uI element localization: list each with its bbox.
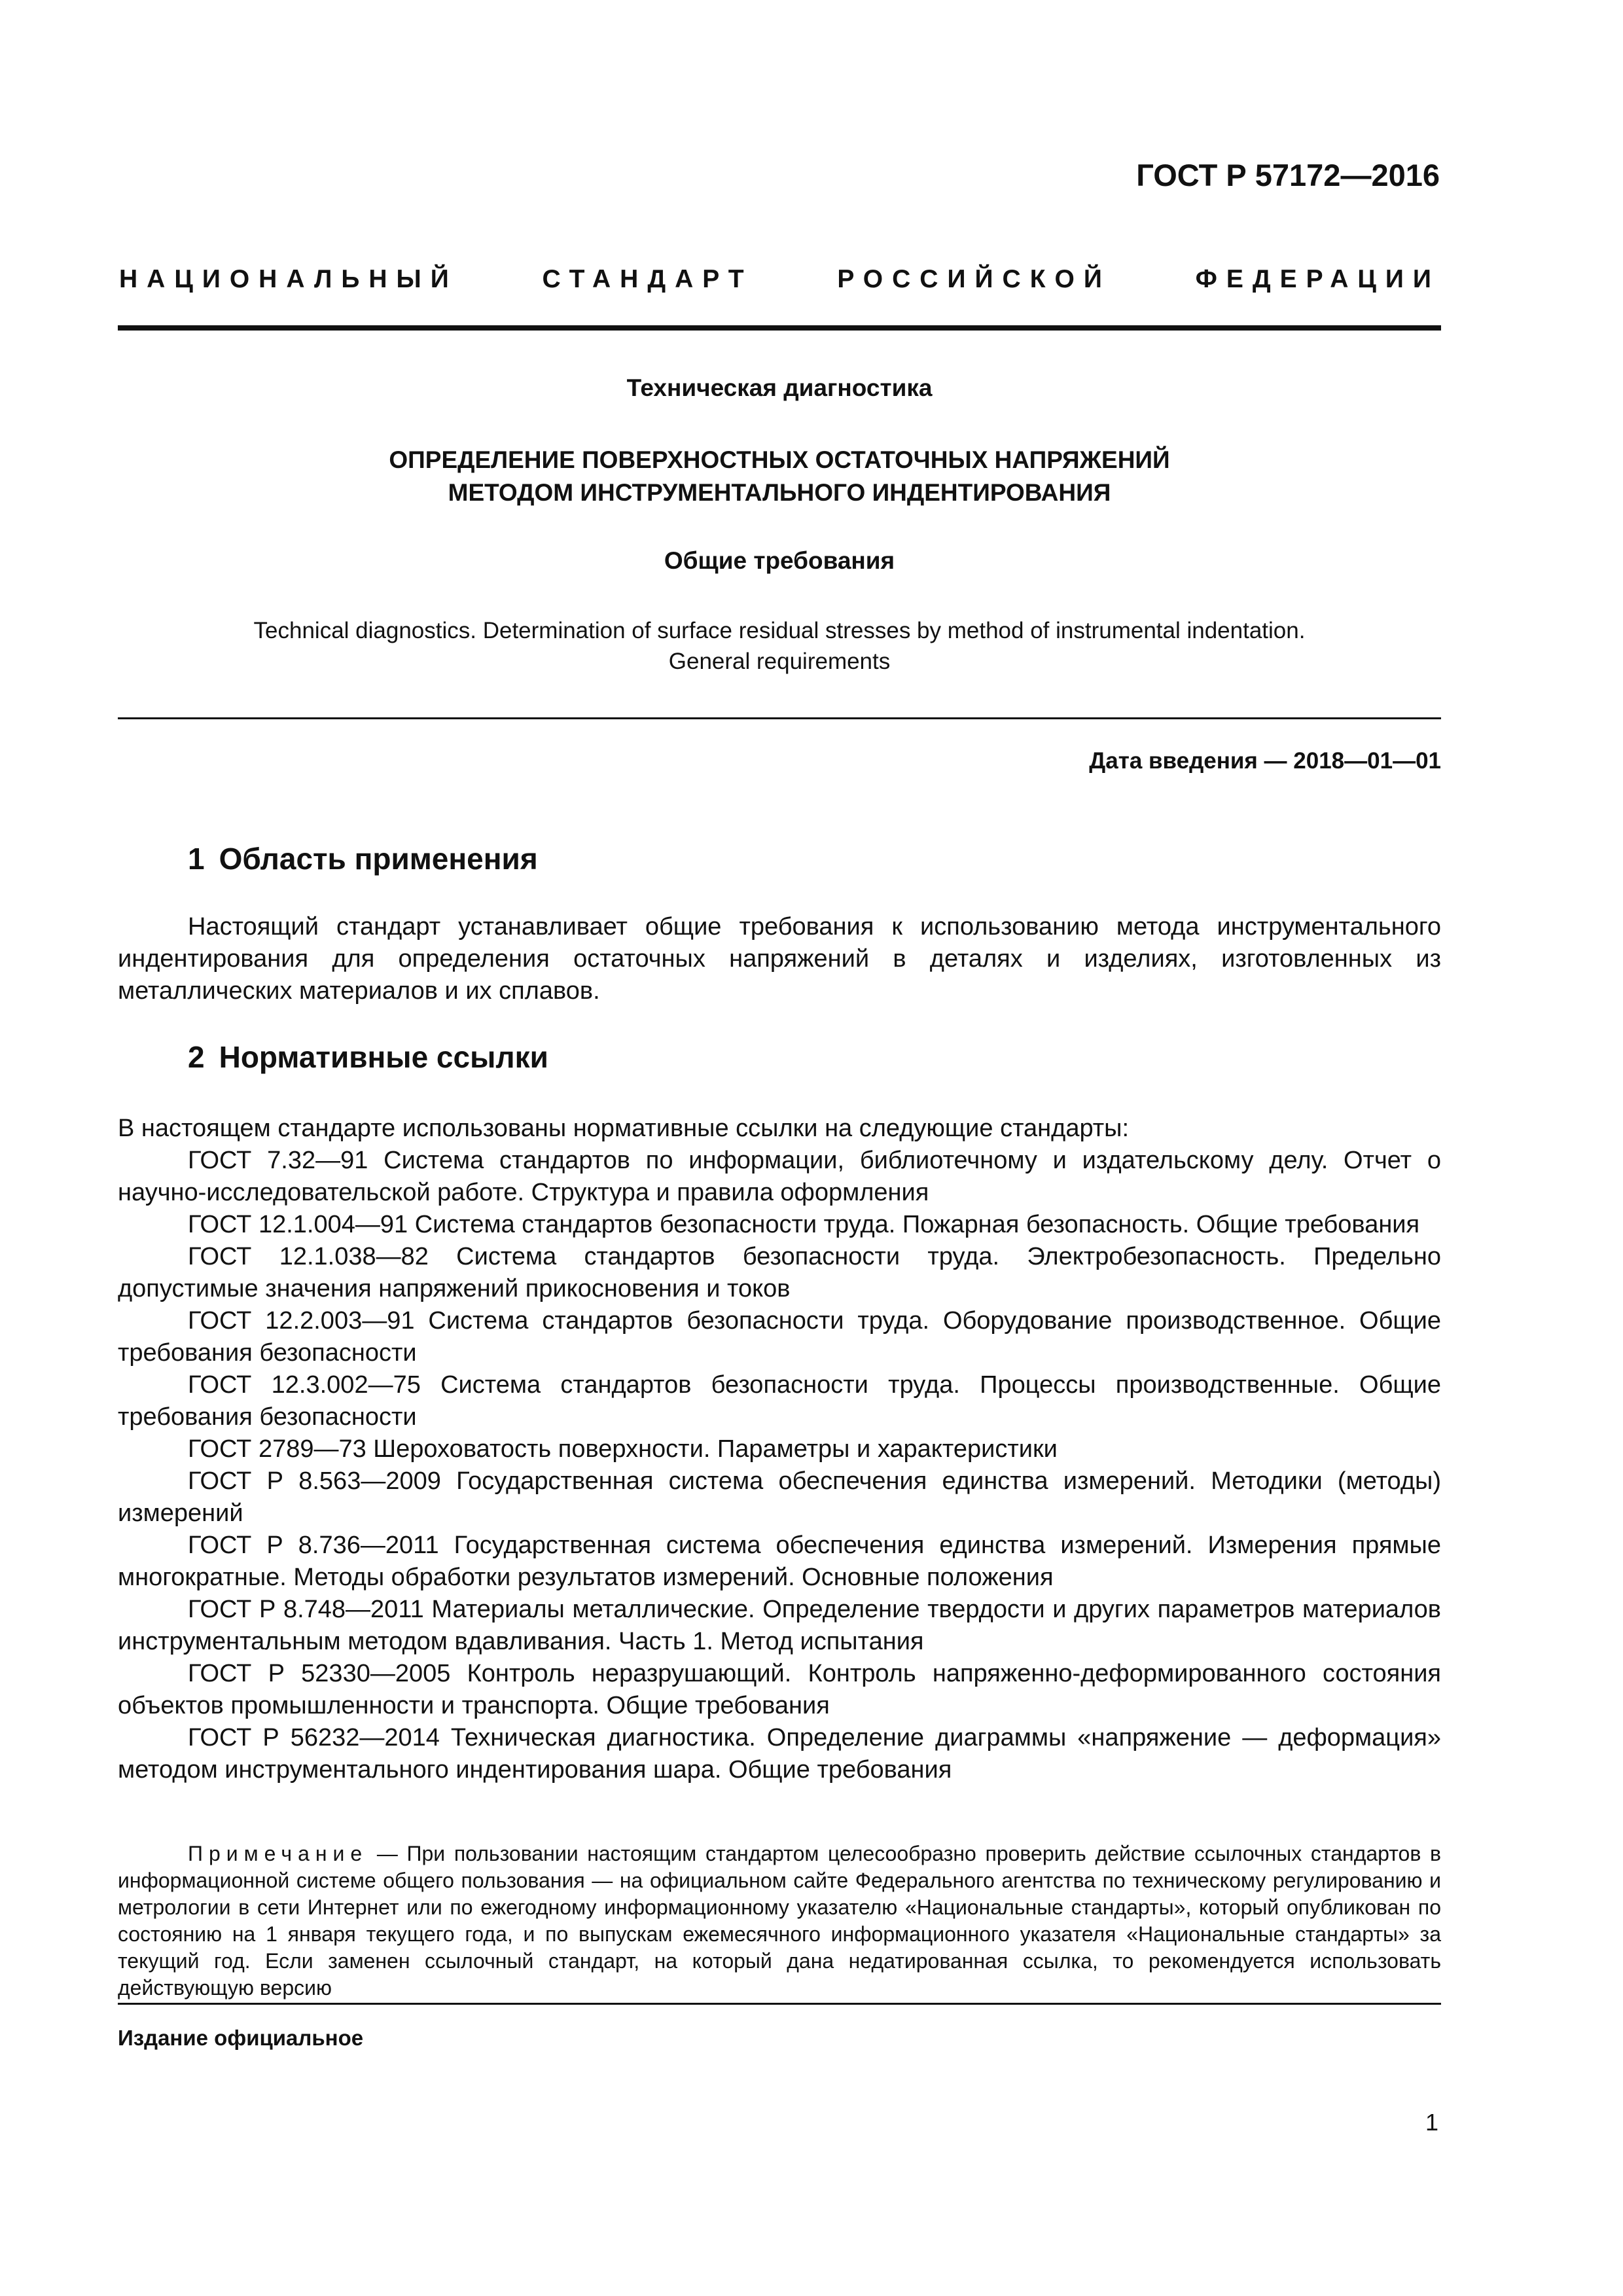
- banner-word-russian: РОССИЙСКОЙ: [837, 265, 1111, 293]
- national-standard-banner: [119, 265, 1440, 294]
- document-title: [118, 444, 1441, 509]
- banner-word-standard: СТАНДАРТ: [542, 265, 753, 293]
- reference-item: ГОСТ 12.2.003—91 Система стандартов безопасности труда. Оборудование производственное. Общие требования безопасности: [118, 1307, 1441, 1367]
- reference-item: ГОСТ 7.32—91 Система стандартов по информации, библиотечному и издательскому делу. Отчет о научно-исследовательской работе. Структура и правила оформления: [118, 1147, 1441, 1206]
- english-title-line-2: General requirements: [668, 649, 891, 674]
- section-2-body: [118, 1113, 1441, 1786]
- section-2-heading: [188, 1039, 548, 1075]
- reference-item: ГОСТ Р 8.563—2009 Государственная система обеспечения единства измерений. Методики (методы) измерений: [118, 1467, 1441, 1527]
- reference-item: ГОСТ Р 8.736—2011 Государственная система обеспечения единства измерений. Измерения прямые многократные. Методы обработки результатов измерений. Основные положения: [118, 1532, 1441, 1591]
- reference-item: ГОСТ 12.1.038—82 Система стандартов безопасности труда. Электробезопасность. Предельно допустимые значения напряжений прикосновения и токов: [118, 1243, 1441, 1302]
- section-2-number: 2: [188, 1040, 205, 1074]
- section-1-title: Область применения: [219, 842, 538, 876]
- reference-item: ГОСТ 2789—73 Шероховатость поверхности. Параметры и характеристики: [188, 1435, 1058, 1463]
- banner-word-national: НАЦИОНАЛЬНЫЙ: [119, 265, 458, 293]
- note-text: — При пользовании настоящим стандартом целесообразно проверить действие ссылочных стандартов в информационной системе общего пользования — на официальном сайте Федерального агентства по техническому регулированию и метрологии в сети Интернет или по ежегодному информационному указателю «Национальные стандарты», который опубликован по состоянию на 1 января текущего года, и по выпускам ежемесячного информационного указателя «Национальные стандарты» за текущий год. Если заменен ссылочный стандарт, на который дана недатированная ссылка, то рекомендуется использовать действующую версию: [118, 1842, 1441, 2000]
- official-edition-label: Издание официальное: [118, 2026, 364, 2050]
- page-number: 1: [1425, 2109, 1438, 2136]
- document-title-line-1: ОПРЕДЕЛЕНИЕ ПОВЕРХНОСТНЫХ ОСТАТОЧНЫХ НАПРЯЖЕНИЙ: [389, 446, 1170, 473]
- reference-item: ГОСТ 12.1.004—91 Система стандартов безопасности труда. Пожарная безопасность. Общие требования: [188, 1211, 1420, 1238]
- document-title-line-2: МЕТОДОМ ИНСТРУМЕНТАЛЬНОГО ИНДЕНТИРОВАНИЯ: [448, 479, 1111, 506]
- reference-item: ГОСТ Р 8.748—2011 Материалы металлические. Определение твердости и других параметров материалов инструментальным методом вдавливания. Часть 1. Метод испытания: [118, 1596, 1441, 1655]
- reference-item: ГОСТ Р 56232—2014 Техническая диагностика. Определение диаграммы «напряжение — деформация» методом инструментального индентирования шара. Общие требования: [118, 1724, 1441, 1784]
- references-intro: В настоящем стандарте использованы нормативные ссылки на следующие стандарты:: [118, 1115, 1130, 1142]
- reference-item: ГОСТ Р 52330—2005 Контроль неразрушающий. Контроль напряженно-деформированного состояния объектов промышленности и транспорта. Общие требования: [118, 1660, 1441, 1719]
- footer-divider: [118, 2003, 1441, 2005]
- document-subject: Техническая диагностика: [626, 374, 933, 401]
- document-subtitle: Общие требования: [664, 547, 895, 574]
- introduction-date: Дата введения — 2018—01—01: [1089, 748, 1441, 774]
- section-1-number: 1: [188, 842, 205, 876]
- references-note: [118, 1840, 1441, 2001]
- section-2-title: Нормативные ссылки: [219, 1040, 548, 1074]
- english-title: [118, 615, 1441, 677]
- section-1-heading: [188, 841, 538, 876]
- section-1-body: [118, 911, 1441, 1007]
- standard-number: ГОСТ Р 57172—2016: [1136, 158, 1440, 192]
- reference-item: ГОСТ 12.3.002—75 Система стандартов безопасности труда. Процессы производственные. Общие требования безопасности: [118, 1371, 1441, 1431]
- banner-word-federation: ФЕДЕРАЦИИ: [1195, 265, 1440, 293]
- header-divider: [118, 325, 1441, 331]
- section-1-paragraph: Настоящий стандарт устанавливает общие требования к использованию метода инструментального индентирования для определения остаточных напряжений в деталях и изделиях, изготовленных из металлических материалов и их сплавов.: [118, 913, 1441, 1005]
- title-divider: [118, 717, 1441, 719]
- note-label: Примечание: [188, 1842, 368, 1865]
- english-title-line-1: Technical diagnostics. Determination of surface residual stresses by method of instrumental indentation.: [253, 618, 1306, 643]
